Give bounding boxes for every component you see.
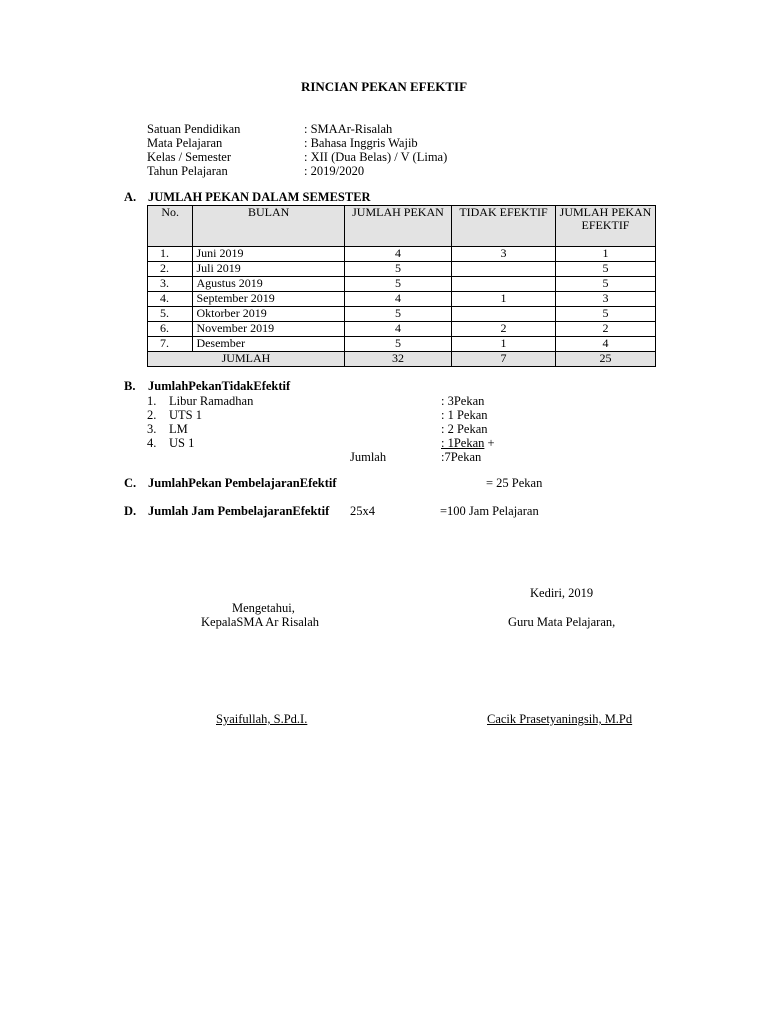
cell-no: 2. — [148, 262, 193, 277]
total-jumlah: 32 — [344, 352, 451, 367]
cell-jumlah: 5 — [344, 262, 451, 277]
table-header-row — [148, 206, 656, 247]
list-item — [147, 394, 567, 408]
cell-no: 4. — [148, 292, 193, 307]
item-value: : 1 Pekan — [441, 408, 488, 422]
info-value: : XII (Dua Belas) / V (Lima) — [304, 150, 448, 164]
cell-efektif: 3 — [555, 292, 655, 307]
cell-tidak: 1 — [451, 292, 555, 307]
section-letter: C. — [124, 476, 137, 490]
section-title: JUMLAH PEKAN DALAM SEMESTER — [148, 190, 371, 204]
cell-jumlah: 4 — [344, 322, 451, 337]
place-date: Kediri, 2019 — [530, 586, 594, 600]
item-value-suffix: + — [484, 436, 495, 450]
section-letter: D. — [124, 504, 137, 518]
list-item — [147, 422, 567, 436]
info-row-year — [147, 164, 567, 178]
total-tidak: 7 — [451, 352, 555, 367]
cell-efektif: 4 — [555, 337, 655, 352]
cell-efektif: 1 — [555, 247, 655, 262]
info-label: Tahun Pelajaran — [147, 164, 228, 178]
table-total-row — [148, 352, 656, 367]
principal-name: Syaifullah, S.Pd.I. — [216, 712, 308, 726]
cell-no: 5. — [148, 307, 193, 322]
table-row — [148, 322, 656, 337]
cell-bulan: Desember — [193, 337, 344, 352]
total-efektif: 25 — [555, 352, 655, 367]
col-header-no: No. — [148, 206, 193, 247]
cell-tidak — [451, 277, 555, 292]
cell-jumlah: 5 — [344, 337, 451, 352]
section-d-value: =100 Jam Pelajaran — [440, 504, 539, 518]
cell-jumlah: 5 — [344, 307, 451, 322]
total-value: :7Pekan — [441, 450, 482, 464]
cell-efektif: 2 — [555, 322, 655, 337]
item-name: US 1 — [169, 436, 195, 450]
section-title: Jumlah Jam PembelajaranEfektif — [148, 504, 330, 518]
ineffective-list — [147, 394, 567, 464]
info-label: Mata Pelajaran — [147, 136, 223, 150]
cell-no: 1. — [148, 247, 193, 262]
col-header-jumlah: JUMLAH PEKAN — [344, 206, 451, 247]
cell-bulan: Agustus 2019 — [193, 277, 344, 292]
cell-bulan: Juli 2019 — [193, 262, 344, 277]
item-value — [441, 436, 495, 450]
total-label: JUMLAH — [148, 352, 345, 367]
item-number: 3. — [147, 422, 157, 436]
cell-tidak: 1 — [451, 337, 555, 352]
cell-jumlah: 5 — [344, 277, 451, 292]
info-row-subject — [147, 136, 567, 150]
table-row — [148, 262, 656, 277]
cell-jumlah: 4 — [344, 292, 451, 307]
section-d-calc: 25x4 — [350, 504, 375, 518]
section-letter: B. — [124, 379, 136, 393]
list-item — [147, 408, 567, 422]
info-block — [147, 122, 567, 178]
item-value: : 2 Pekan — [441, 422, 488, 436]
item-name: LM — [169, 422, 188, 436]
principal-title: KepalaSMA Ar Risalah — [201, 615, 320, 629]
cell-no: 6. — [148, 322, 193, 337]
info-row-school — [147, 122, 567, 136]
table-row — [148, 307, 656, 322]
info-row-class — [147, 150, 567, 164]
cell-bulan: September 2019 — [193, 292, 344, 307]
cell-jumlah: 4 — [344, 247, 451, 262]
item-value: : 3Pekan — [441, 394, 485, 408]
info-label: Satuan Pendidikan — [147, 122, 241, 136]
total-label: Jumlah — [350, 450, 387, 464]
table-row — [148, 292, 656, 307]
item-name: UTS 1 — [169, 408, 202, 422]
info-value: : SMAAr-Risalah — [304, 122, 393, 136]
cell-efektif: 5 — [555, 307, 655, 322]
table-row — [148, 247, 656, 262]
item-value-underlined: : 1Pekan — [441, 436, 485, 450]
list-total — [147, 450, 567, 464]
cell-bulan: Oktorber 2019 — [193, 307, 344, 322]
page-title: RINCIAN PEKAN EFEKTIF — [300, 79, 468, 94]
item-number: 4. — [147, 436, 157, 450]
acknowledged-label: Mengetahui, — [232, 601, 295, 615]
cell-no: 7. — [148, 337, 193, 352]
teacher-title: Guru Mata Pelajaran, — [508, 615, 616, 629]
cell-tidak: 3 — [451, 247, 555, 262]
table-row — [148, 337, 656, 352]
cell-efektif: 5 — [555, 262, 655, 277]
section-title: JumlahPekan PembelajaranEfektif — [148, 476, 337, 490]
cell-efektif: 5 — [555, 277, 655, 292]
cell-bulan: Juni 2019 — [193, 247, 344, 262]
col-header-efektif: JUMLAH PEKAN EFEKTIF — [555, 206, 655, 247]
col-header-tidak: TIDAK EFEKTIF — [451, 206, 555, 247]
cell-tidak — [451, 262, 555, 277]
list-item — [147, 436, 567, 450]
info-label: Kelas / Semester — [147, 150, 232, 164]
teacher-name: Cacik Prasetyaningsih, M.Pd — [487, 712, 633, 726]
section-c-value: = 25 Pekan — [486, 476, 543, 490]
weeks-table — [147, 205, 656, 367]
info-value: : 2019/2020 — [304, 164, 365, 178]
section-letter: A. — [124, 190, 137, 204]
item-number: 2. — [147, 408, 157, 422]
item-name: Libur Ramadhan — [169, 394, 254, 408]
item-number: 1. — [147, 394, 157, 408]
cell-bulan: November 2019 — [193, 322, 344, 337]
cell-no: 3. — [148, 277, 193, 292]
col-header-bulan: BULAN — [193, 206, 344, 247]
section-title: JumlahPekanTidakEfektif — [148, 379, 291, 393]
info-value: : Bahasa Inggris Wajib — [304, 136, 418, 150]
cell-tidak: 2 — [451, 322, 555, 337]
cell-tidak — [451, 307, 555, 322]
table-row — [148, 277, 656, 292]
